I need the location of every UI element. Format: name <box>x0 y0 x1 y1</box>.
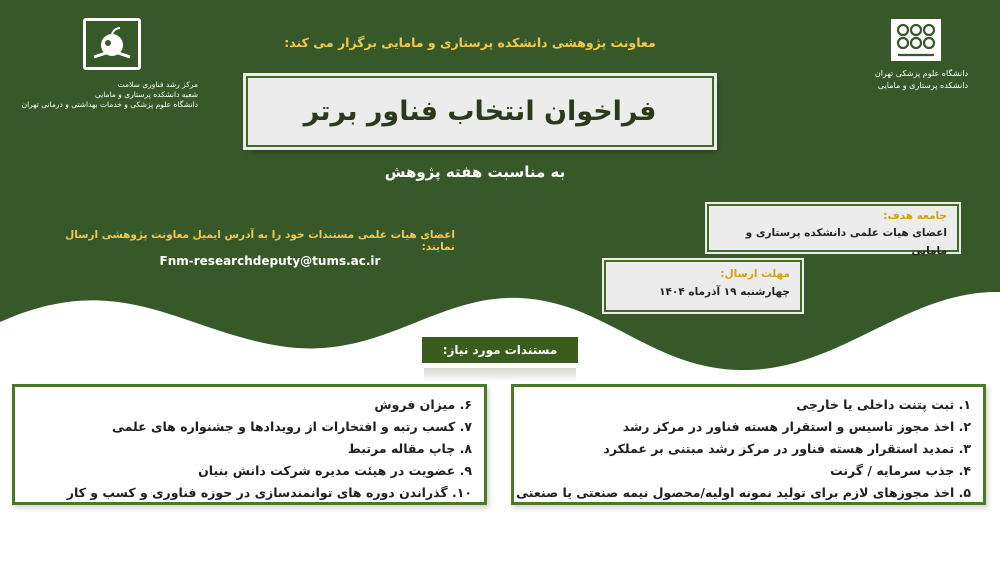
tums-caption-line: دانشگاه علوم پزشکی تهران <box>874 69 968 78</box>
apple-book-logo-icon <box>86 21 138 67</box>
incubator-caption-line: مرکز رشد فناوری سلامت <box>117 80 198 89</box>
tums-caption <box>850 68 968 92</box>
organizer-line: معاونت پژوهشی دانشکده پرستاری و مامایی برگزار می کند: <box>284 35 656 50</box>
incubator-caption <box>20 80 198 110</box>
list-item: ۵. اخذ مجوزهای لازم برای تولید نمونه اولیه/محصول نیمه صنعتی یا صنعتی <box>516 485 971 500</box>
deadline-box <box>604 260 802 312</box>
list-item: ۴. جذب سرمایه / گرنت <box>830 463 971 478</box>
submission-instruction: اعضای هیات علمی مستندات خود را به آدرس ایمیل معاونت پژوهشی ارسال نمایند: <box>65 229 455 253</box>
list-item: ۷. کسب رتبه و افتخارات از رویدادها و جشنواره های علمی <box>112 419 472 434</box>
submission-email[interactable]: Fnm-researchdeputy@tums.ac.ir <box>159 254 381 268</box>
tums-logo-icon <box>890 18 942 62</box>
list-item: ۸. چاپ مقاله مرتبط <box>347 441 472 456</box>
deadline-label: مهلت ارسال: <box>720 268 790 280</box>
list-item: ۲. اخذ مجوز تاسیس و استقرار هسته فناور در مرکز رشد <box>622 419 971 434</box>
target-audience-label: جامعه هدف: <box>883 210 947 222</box>
documents-list-left <box>12 384 487 505</box>
header-reflection <box>424 368 576 382</box>
list-item: ۱. ثبت پتنت داخلی یا خارجی <box>796 397 971 412</box>
health-incubator-logo <box>83 18 141 70</box>
page-title: فراخوان انتخاب فناور برتر <box>303 96 657 127</box>
title-box <box>246 76 714 147</box>
list-item: ۶. میزان فروش <box>374 397 472 412</box>
tums-logo <box>890 18 942 62</box>
incubator-caption-line: شعبه دانشکده پرستاری و مامایی <box>94 90 198 99</box>
required-documents-title: مستندات مورد نیاز: <box>442 343 558 357</box>
subtitle: به مناسبت هفته پژوهش <box>384 163 566 181</box>
deadline-value: چهارشنبه ۱۹ آذرماه ۱۴۰۴ <box>659 286 790 298</box>
list-item: ۱۰. گذراندن دوره های توانمندسازی در حوزه فناوری و کسب و کار <box>66 485 472 500</box>
required-documents-header <box>420 335 580 365</box>
incubator-caption-line: دانشگاه علوم پزشکی و خدمات بهداشتی و درمانی تهران <box>21 100 198 109</box>
target-audience-box <box>707 204 959 257</box>
documents-list-right <box>511 384 986 505</box>
target-audience-value: اعضای هیات علمی دانشکده پرستاری و مامایی <box>745 227 947 257</box>
tums-caption-line: دانشکده پرستاری و مامایی <box>877 81 968 90</box>
list-item: ۹. عضویت در هیئت مدیره شرکت دانش بنیان <box>198 463 472 478</box>
list-item: ۳. تمدید استقرار هسته فناور در مرکز رشد مبتنی بر عملکرد <box>603 441 971 456</box>
